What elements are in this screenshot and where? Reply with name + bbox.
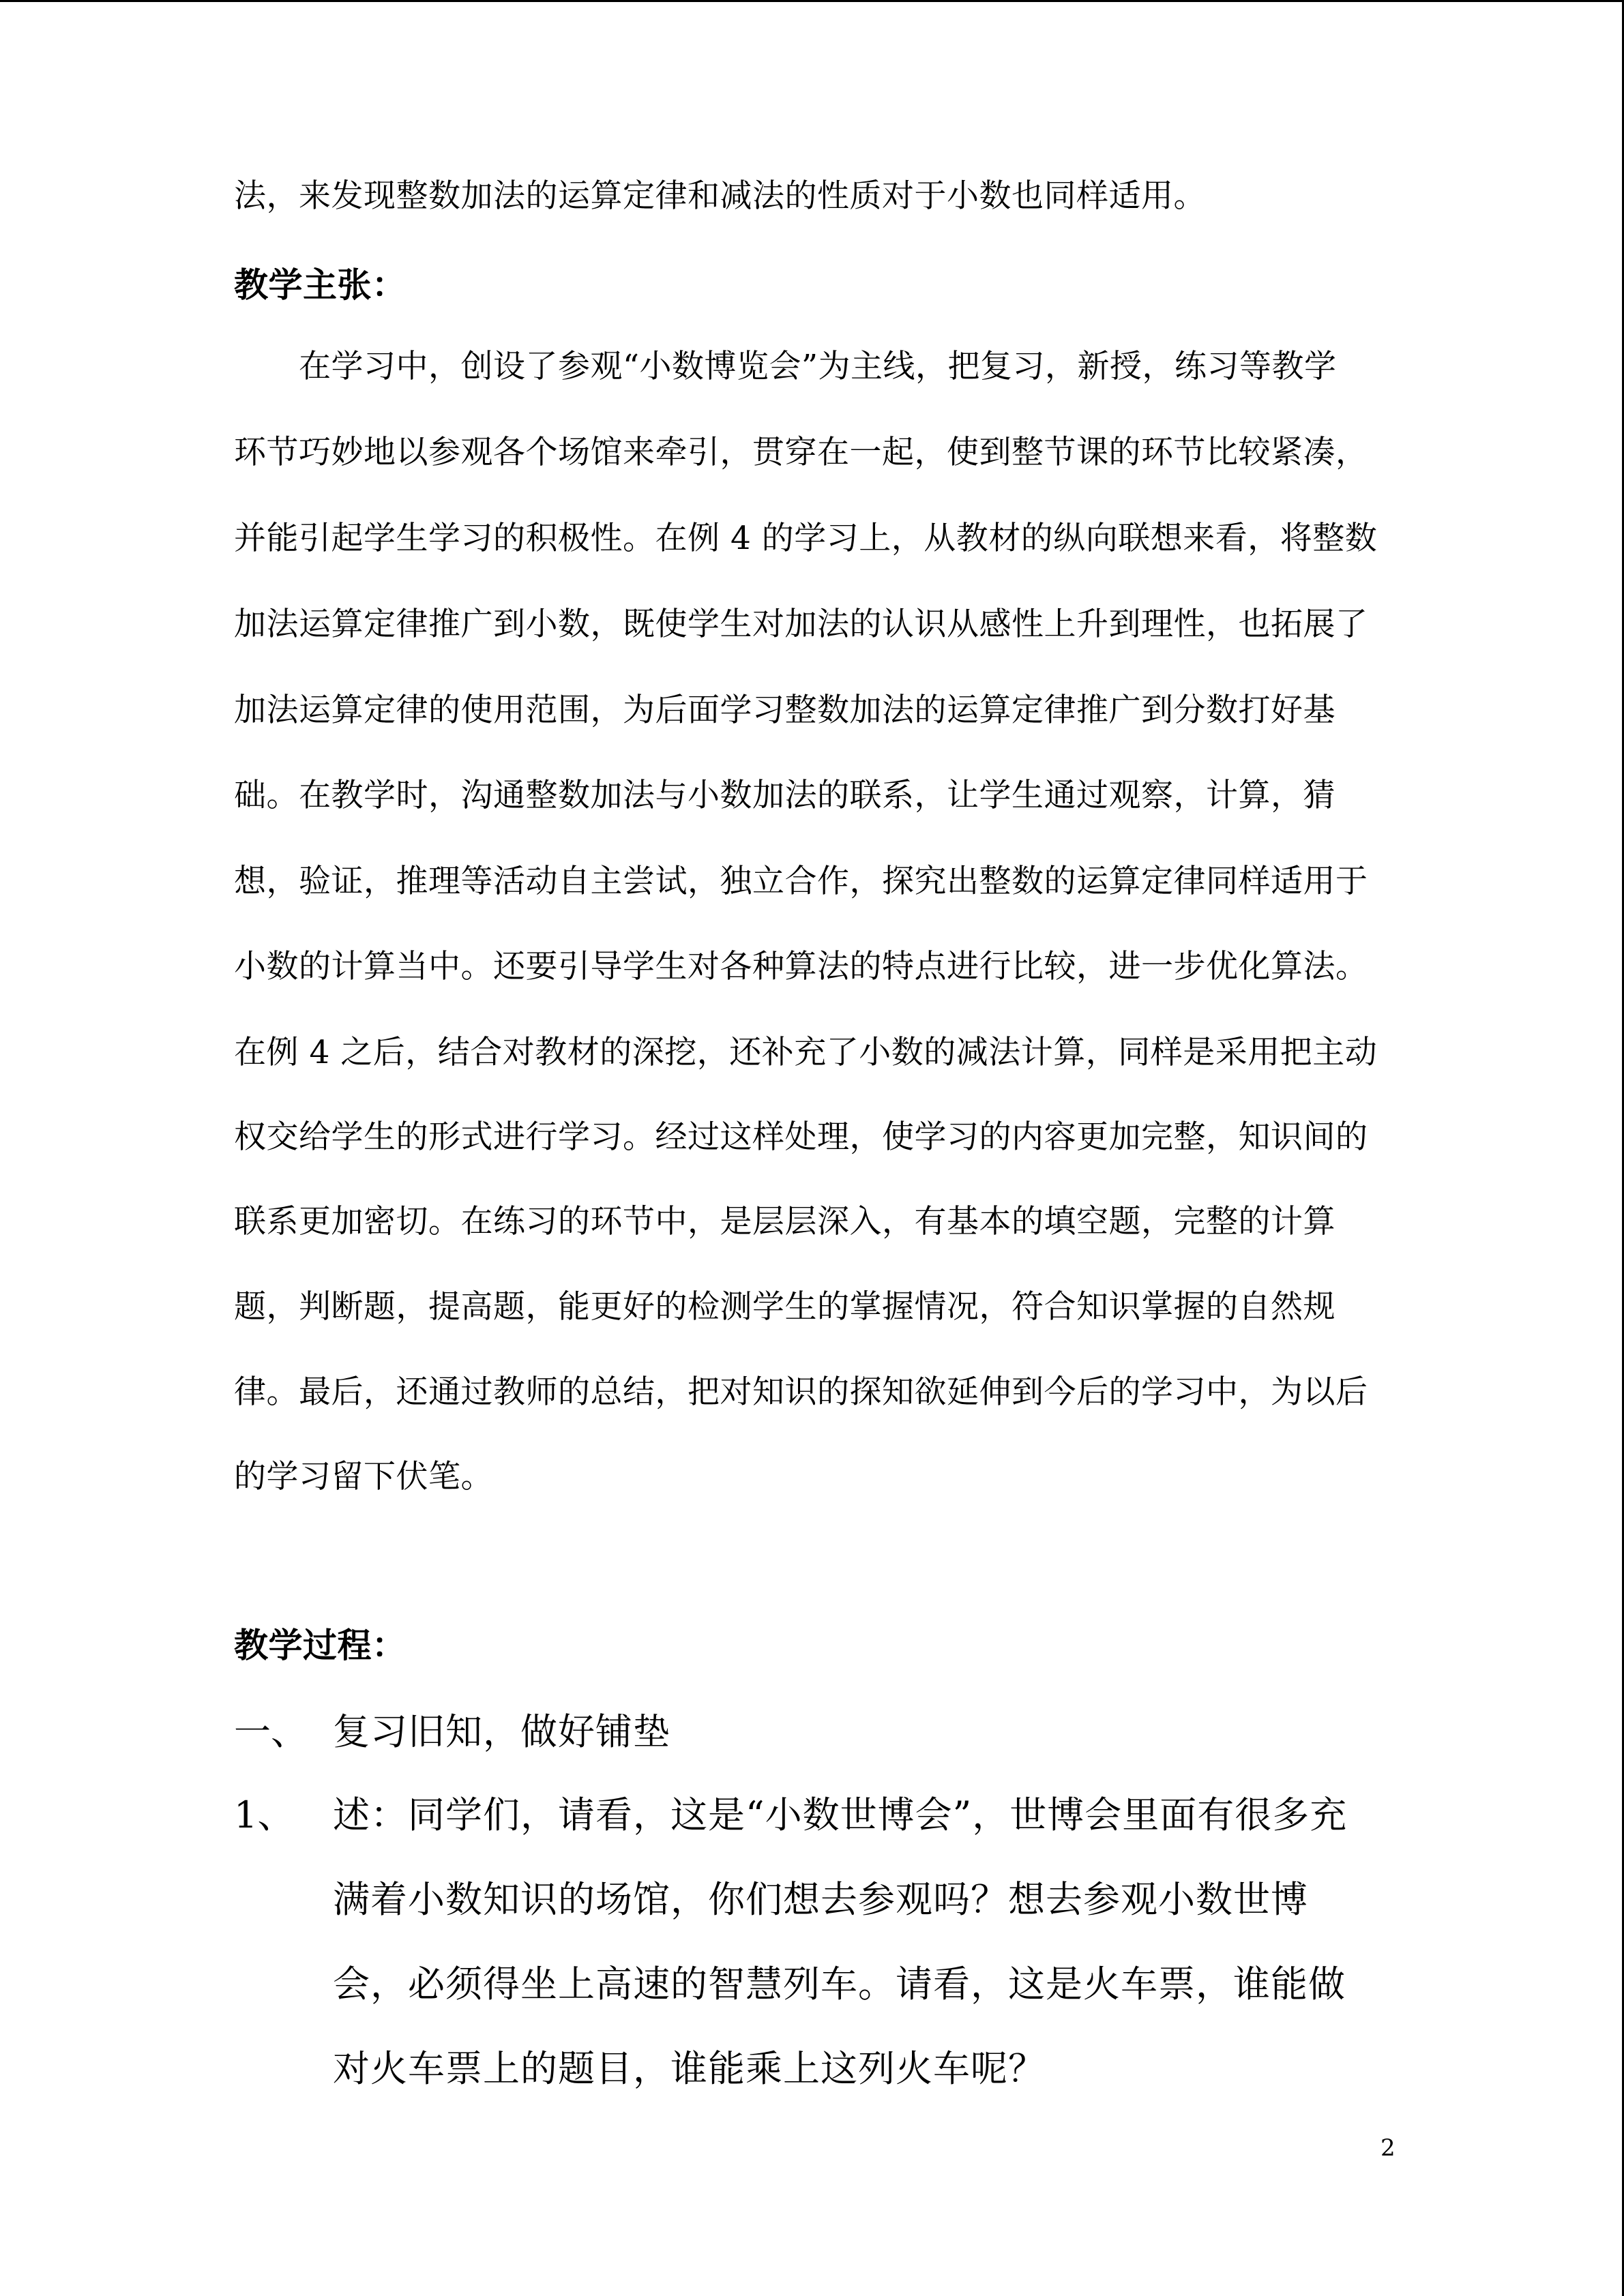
item-marker: 1、 (234, 1793, 295, 1836)
section-heading-process: 教学过程： (234, 1625, 407, 1665)
paragraph-line: 在学习中，创设了参观“小数博览会”为主线，把复习，新授，练习等教学 (299, 348, 1337, 385)
paragraph-line: 权交给学生的形式进行学习。经过这样处理，使学习的内容更加完整，知识间的 (234, 1118, 1368, 1156)
item-line: 述：同学们，请看，这是“小数世博会”，世博会里面有很多充 (333, 1793, 1348, 1836)
paragraph-line: 并能引起学生学习的积极性。在例 4 的学习上，从教材的纵向联想来看，将整数 (234, 520, 1378, 557)
paragraph-line: 的学习留下伏笔。 (234, 1458, 493, 1495)
paragraph-line: 础。在教学时，沟通整数加法与小数加法的联系，让学生通过观察，计算，猜 (234, 777, 1335, 814)
part-marker: 一、 (234, 1710, 308, 1753)
paragraph-line: 想，验证，推理等活动自主尝试，独立合作，探究出整数的运算定律同样适用于 (234, 863, 1368, 900)
paragraph-line: 在例 4 之后，结合对教材的深挖，还补充了小数的减法计算，同样是采用把主动 (234, 1034, 1378, 1071)
paragraph-line: 律。最后，还通过教师的总结，把对知识的探知欲延伸到今后的学习中，为以后 (234, 1373, 1368, 1411)
page-number: 2 (1381, 2134, 1396, 2162)
item-line: 对火车票上的题目，谁能乘上这列火车呢？ (333, 2047, 1046, 2090)
paragraph-line: 环节巧妙地以参观各个场馆来牵引，贯穿在一起，使到整节课的环节比较紧凑， (234, 434, 1368, 471)
paragraph-line: 小数的计算当中。还要引导学生对各种算法的特点进行比较，进一步优化算法。 (234, 948, 1368, 985)
section-heading-claim: 教学主张： (234, 265, 407, 305)
part-title: 复习旧知，做好铺垫 (333, 1710, 670, 1753)
paragraph-line: 联系更加密切。在练习的环节中，是层层深入，有基本的填空题，完整的计算 (234, 1203, 1335, 1240)
intro-line: 法，来发现整数加法的运算定律和减法的性质对于小数也同样适用。 (234, 177, 1206, 215)
item-line: 满着小数知识的场馆，你们想去参观吗？想去参观小数世博 (333, 1878, 1308, 1921)
paragraph-line: 题，判断题，提高题，能更好的检测学生的掌握情况，符合知识掌握的自然规 (234, 1288, 1335, 1326)
paragraph-line: 加法运算定律的使用范围，为后面学习整数加法的运算定律推广到分数打好基 (234, 691, 1335, 729)
item-line: 会，必须得坐上高速的智慧列车。请看，这是火车票，谁能做 (333, 1963, 1346, 2006)
paragraph-line: 加法运算定律推广到小数，既使学生对加法的认识从感性上升到理性，也拓展了 (234, 606, 1368, 643)
